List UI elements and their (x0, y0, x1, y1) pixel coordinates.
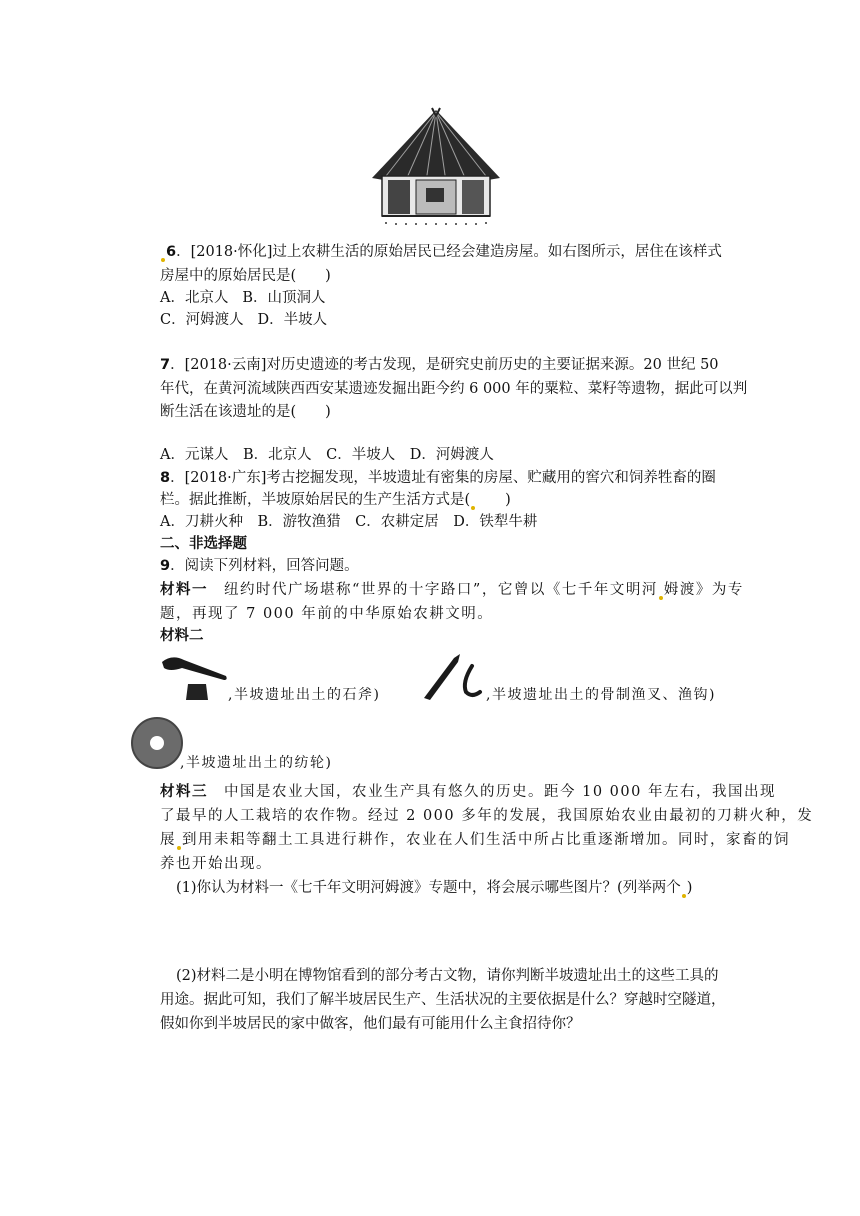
mark-dot (682, 894, 686, 898)
q6-stem-text1: ．[2018·怀化]过上农耕生活的原始居民已经会建造房屋。如右图所示，居住在该样式 (176, 244, 722, 260)
q8-stem-line1 (160, 468, 716, 488)
material1-text1a: 纽约时代广场堪称“世界的十字路口”，它曾以《七千年文明河 (208, 582, 658, 598)
sub-question-2-line1: (2)材料二是小明在博物馆看到的部分考古文物，请你判断半坡遗址出土的这些工具的 (176, 968, 719, 984)
material3-text3b: 到用耒耜等翻土工具进行耕作，农业在人们生活中所占比重逐渐增加。同时，家畜的饲 (182, 832, 790, 848)
sub-question-2-line3: 假如你到半坡居民的家中做客，他们最有可能用什么主食招待你？ (160, 1016, 581, 1032)
q7-stem-text1: ．[2018·云南]对历史遗迹的考古发现，是研究史前历史的主要证据来源。20 世纪 50 (170, 357, 719, 373)
material3-label: 材料三 (160, 784, 208, 800)
hut-illustration (366, 106, 506, 230)
q6-stem-line2: 房屋中的原始居民是( ) (160, 268, 331, 284)
q6-option-b: B．山顶洞人 (242, 290, 326, 306)
q6-stem-line1 (160, 242, 722, 262)
material3-line2: 了最早的人工栽培的农作物。经过 2 000 多年的发展，我国原始农业由最初的刀耕火种，发 (160, 808, 814, 824)
q6-number: 6 (166, 244, 177, 260)
sub-question-1 (176, 878, 692, 898)
q9-stem-text: ．阅读下列材料，回答问题。 (170, 558, 359, 574)
sub-question-1-close: ) (686, 880, 693, 896)
q8-number: 8 (160, 470, 171, 486)
q8-stem-text2a: 栏。据此推断，半坡原始居民的生产生活方式是( (160, 492, 471, 508)
sub-question-1-text: (1)你认为材料一《七千年文明河姆渡》专题中，将会展示哪些图片？(列举两个 (176, 880, 681, 896)
material3-text3a: 展 (160, 832, 176, 848)
caption-bone-tools: ,半坡遗址出土的骨制渔叉、渔钩) (486, 687, 716, 703)
q7-stem-line2: 年代，在黄河流域陕西西安某遗迹发掘出距今约 6 000 年的粟粒、菜籽等遗物，据此可以判 (160, 381, 748, 397)
q7-number: 7 (160, 357, 171, 373)
material3-line3 (160, 830, 790, 850)
q9-stem (160, 556, 359, 576)
bone-harpoon-hook-illustration (420, 652, 492, 702)
material3-line1 (160, 782, 776, 802)
q7-options: A．元谋人 B．北京人 C．半坡人 D．河姆渡人 (160, 447, 494, 463)
sub-question-2-line2: 用途。据此可知，我们了解半坡居民生产、生活状况的主要依据是什么？穿越时空隧道， (160, 992, 726, 1008)
mark-dot (161, 258, 165, 262)
q8-stem-line2 (160, 490, 511, 510)
q7-stem-line1 (160, 355, 719, 375)
material1-line2: 题，再现了 7 000 年前的中华原始农耕文明。 (160, 606, 494, 622)
section-heading: 二、非选择题 (160, 536, 247, 552)
q8-stem-text2b: ) (476, 492, 511, 508)
stone-axe-illustration (158, 652, 230, 702)
material1-line1 (160, 580, 744, 600)
q7-stem-line3: 断生活在该遗址的是( ) (160, 404, 331, 420)
q6-options-row2 (160, 310, 327, 330)
mark-dot (471, 506, 475, 510)
q6-option-a: A．北京人 (160, 290, 229, 306)
spindle-whorl-illustration (130, 716, 184, 770)
material1-label: 材料一 (160, 582, 208, 598)
material2-label: 材料二 (160, 628, 204, 644)
caption-stone-axe: ,半坡遗址出土的石斧) (228, 687, 381, 703)
material3-text1: 中国是农业大国，农业生产具有悠久的历史。距今 10 000 年左右，我国出现 (208, 784, 776, 800)
q6-option-c: C．河姆渡人 (160, 312, 244, 328)
q8-stem-text1: ．[2018·广东]考古挖掘发现，半坡遗址有密集的房屋、贮藏用的窖穴和饲养牲畜的圈 (170, 470, 716, 486)
caption-spindle-whorl: ,半坡遗址出土的纺轮) (180, 755, 333, 771)
q6-options-row1 (160, 288, 325, 308)
q9-number: 9 (160, 558, 171, 574)
mark-dot (177, 846, 181, 850)
material3-line4: 养也开始出现。 (160, 856, 272, 872)
q6-option-d: D．半坡人 (257, 312, 328, 328)
q8-options: A．刀耕火种 B．游牧渔猎 C．农耕定居 D．铁犁牛耕 (160, 514, 538, 530)
mark-dot (659, 596, 663, 600)
material1-text1b: 姆渡》为专 (663, 582, 744, 598)
